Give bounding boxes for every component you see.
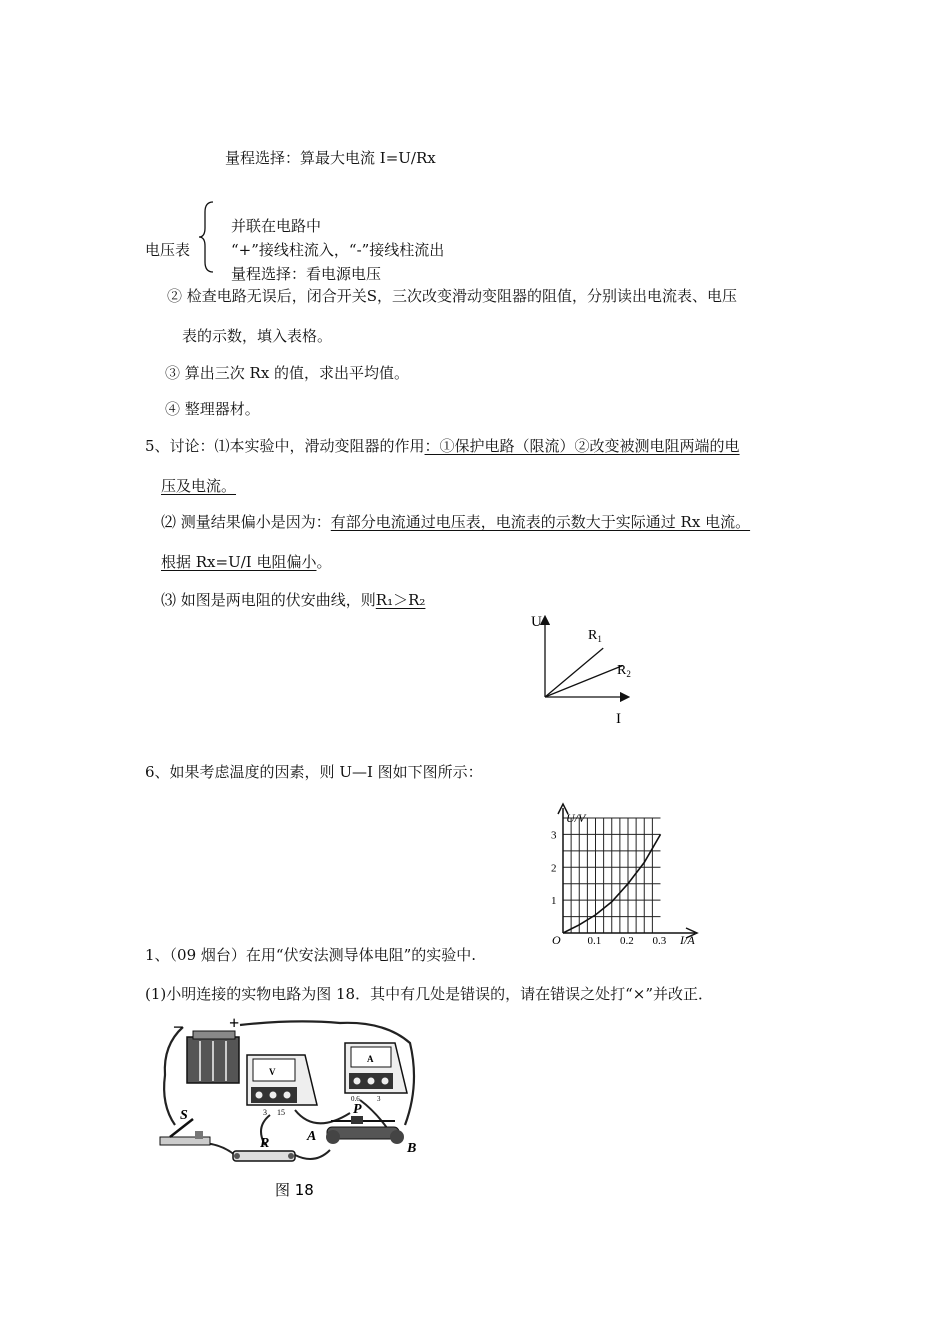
resistor-label: R	[260, 1136, 270, 1151]
step-3-line: ③ 算出三次 Rx 的值，求出平均值。	[165, 364, 410, 382]
ui-two-resistor-graph	[520, 610, 650, 730]
end-a-label: A	[307, 1129, 317, 1144]
ammeter	[345, 1043, 407, 1093]
figure-question-prefix: ⑶ 如图是两电阻的伏安曲线，则	[161, 591, 376, 609]
small-result-prefix: ⑵ 测量结果偏小是因为：	[161, 513, 331, 531]
y-tick-label: 3	[551, 829, 557, 842]
chart-x-label: I/A	[680, 933, 695, 947]
rheostat	[326, 1116, 404, 1144]
voltmeter-terminal-15: 15	[277, 1108, 285, 1117]
end-b-label: B	[407, 1141, 417, 1156]
slider-label: P	[353, 1102, 362, 1117]
ammeter-terminal-3: 3	[377, 1095, 381, 1103]
small-result-tail: 。	[316, 553, 332, 571]
discussion-answer-a: ：①保护电路（限流）②改变被测电阻两端的电	[424, 437, 740, 455]
figure-18-caption: 图 18	[275, 1181, 314, 1199]
small-result-answer-b: 根据 Rx=U/I 电阻偏小	[161, 553, 317, 571]
r1-line	[545, 648, 603, 697]
figure-question-line	[161, 590, 425, 610]
y-tick-label: 1	[551, 895, 557, 908]
voltmeter-item-1: 并联在电路中	[231, 217, 322, 235]
x-tick-label: 0.2	[620, 935, 634, 947]
step-2-line-b: 表的示数，填入表格。	[182, 327, 333, 345]
switch-label: S	[180, 1108, 188, 1123]
voltmeter-symbol: V	[269, 1067, 276, 1077]
resistor	[233, 1151, 295, 1161]
r2-line	[545, 666, 623, 697]
voltmeter-terminal-3: 3	[263, 1108, 267, 1117]
question-1-title: 1、（09 烟台）在用“伏安法测导体电阻”的实验中.	[145, 946, 477, 964]
curly-brace	[198, 200, 218, 274]
discussion-prefix: 5、讨论：⑴本实验中，滑动变阻器的作用	[145, 437, 425, 455]
x-tick-label: 0.1	[587, 935, 602, 947]
x-tick-label: 0.3	[652, 935, 667, 947]
r2-label: $R_2$	[617, 663, 631, 679]
temperature-ui-chart	[540, 800, 705, 950]
step-4-line: ④ 整理器材。	[165, 400, 260, 418]
u-axis-label: U	[531, 614, 542, 630]
battery-minus-label: −	[173, 1017, 184, 1037]
ammeter-terminal-06: 0.6	[351, 1095, 360, 1103]
ammeter-range-line: 量程选择：算最大电流 I=U/Rx	[225, 149, 436, 167]
i-axis-label: I	[616, 711, 621, 727]
small-result-line-a	[161, 512, 750, 532]
question-1-sub: (1)小明连接的实物电路为图 18．其中有几处是错误的，请在错误之处打“×”并改正．	[145, 985, 714, 1003]
small-result-line-b	[161, 552, 332, 572]
chart-y-label: U/V	[566, 811, 586, 825]
discussion-line-b	[161, 476, 236, 496]
small-result-answer-a: 有部分电流通过电压表，电流表的示数大于实际通过 Rx 电流。	[330, 513, 751, 531]
chart-tick-labels	[551, 829, 667, 947]
step-2-line-a: ② 检查电路无误后，闭合开关S，三次改变滑动变阻器的阻值，分别读出电流表、电压	[167, 287, 738, 305]
battery	[187, 1031, 239, 1083]
wire	[295, 1150, 330, 1159]
chart-grid	[563, 818, 661, 933]
y-tick-label: 2	[551, 862, 557, 875]
discussion-answer-b: 压及电流。	[161, 477, 237, 495]
voltmeter-item-2: “+”接线柱流入，“-”接线柱流出	[231, 241, 445, 259]
battery-plus-label: +	[229, 1015, 240, 1033]
temperature-line: 6、如果考虑温度的因素，则 U—I 图如下图所示：	[145, 763, 483, 781]
chart-origin-label: O	[552, 933, 561, 947]
ammeter-symbol: A	[367, 1054, 374, 1064]
figure-question-answer: R₁＞R₂	[375, 591, 426, 609]
discussion-line-a	[145, 436, 740, 456]
r1-label: $R_1$	[588, 628, 602, 644]
voltmeter-label: 电压表	[145, 241, 191, 259]
voltmeter	[247, 1055, 317, 1105]
figure-18-circuit	[155, 1015, 430, 1200]
voltmeter-item-3: 量程选择：看电源电压	[231, 265, 382, 283]
